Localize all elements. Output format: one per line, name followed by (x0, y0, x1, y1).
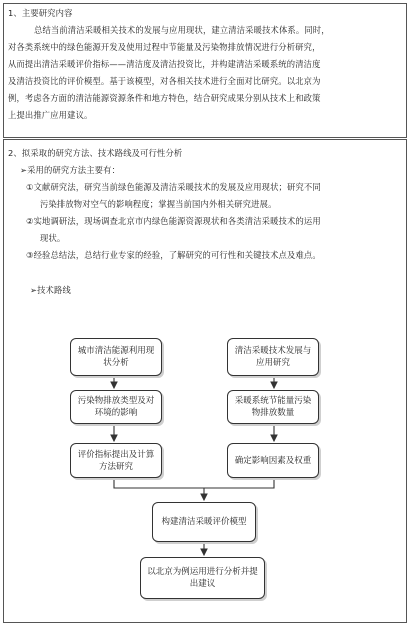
flow-right-3: 确定影响因素及权重 (227, 443, 319, 478)
flow-right-1: 清洁采暖技术发展与应用研究 (227, 338, 319, 376)
section2-heading: 2、拟采取的研究方法、技术路线及可行性分析 (8, 148, 183, 158)
methods-intro: ➢采用的研究方法主要有： (20, 165, 121, 175)
section1-line: 从而提出清洁采暖评价指标——清洁度及清洁投资比，并构建清洁采暖系统的清洁度 (8, 59, 321, 69)
flow-left-2: 污染物排放类型及对环境的影响 (70, 390, 162, 424)
section1-line: 总结当前清洁采暖相关技术的发展与应用现状，建立清洁采暖技术体系。同时， (34, 25, 330, 35)
section1-line: 对各类系统中的绿色能源开发及使用过程中节能量及污染物排放情况进行分析研究， (8, 42, 321, 52)
flow-bottom: 以北京为例运用进行分析并提出建议 (140, 557, 265, 599)
method-line: 现状。 (40, 233, 66, 243)
route-heading: ➢技术路线 (30, 285, 71, 295)
method-line: ②实地调研法，现场调查北京市内绿色能源资源现状和各类清洁采暖技术的运用 (26, 216, 321, 226)
section1-line: 上提出推广应用建议。 (8, 110, 93, 120)
method-line: 污染排放物对空气的影响程度；掌握当前国内外相关研究进展。 (40, 199, 277, 209)
flow-right-2: 采暖系统节能量污染物排放数量 (227, 390, 319, 424)
method-line: ①文献研究法，研究当前绿色能源及清洁采暖技术的发展及应用现状；研究不同 (26, 182, 321, 192)
section1-line: 例，考虑各方面的清洁能源资源条件和地方特色，结合研究成果分别从技术上和政策 (8, 93, 321, 103)
method-line: ③经验总结法，总结行业专家的经验，了解研究的可行性和关键技术点及难点。 (26, 250, 321, 260)
flow-left-1: 城市清洁能源利用现状分析 (70, 338, 162, 376)
flow-left-3: 评价指标提出及计算方法研究 (70, 443, 162, 478)
flow-center: 构建清洁采暖评价模型 (152, 502, 256, 542)
section1-line: 及清洁投资比的评价模型。基于该模型，对各相关技术进行全面对比研究。以北京为 (8, 76, 321, 86)
merge-line (114, 478, 274, 488)
section1-heading: 1、主要研究内容 (8, 8, 73, 18)
